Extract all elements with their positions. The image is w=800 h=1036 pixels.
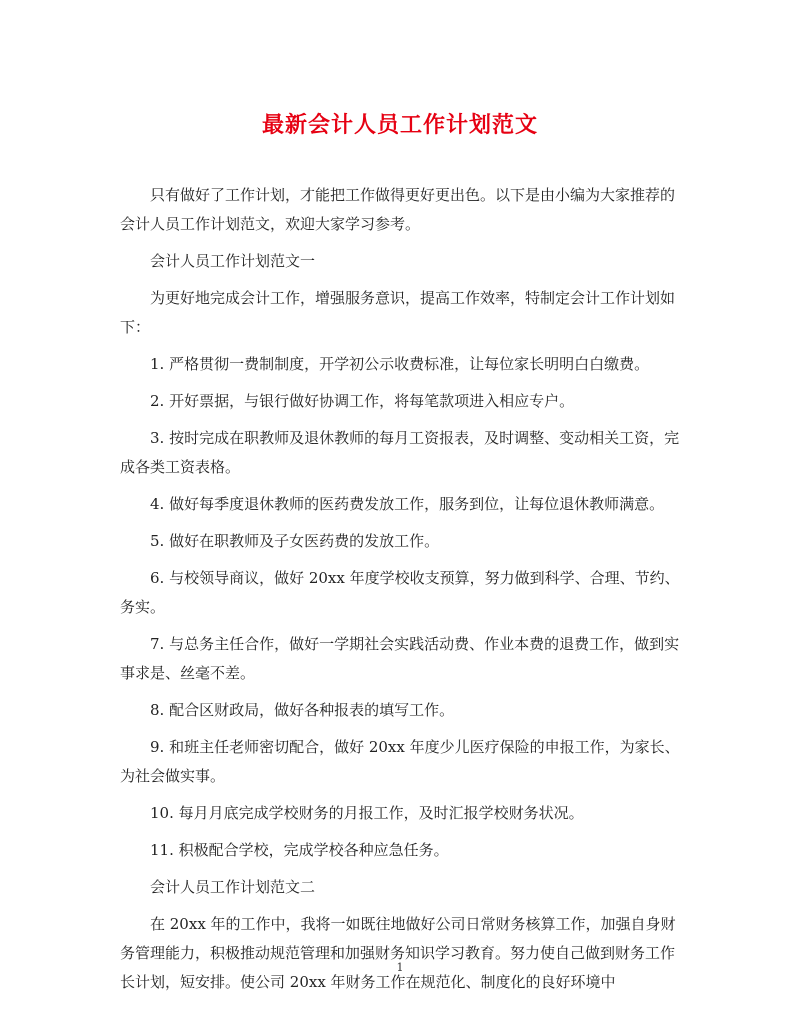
section-heading-1: 会计人员工作计划范文一 [150, 252, 316, 270]
paragraph-intro: 只有做好了工作计划，才能把工作做得更好更出色。以下是由小编为大家推荐的会计人员工作计划范文，欢迎大家学习参考。 [120, 186, 676, 233]
document-title: 最新会计人员工作计划范文 [261, 112, 538, 138]
list-item: 9. 和班主任老师密切配合，做好 20xx 年度少儿医疗保险的申报工作，为家长、为社会做实事。 [120, 738, 680, 785]
list-item: 3. 按时完成在职教师及退休教师的每月工资报表，及时调整、变动相关工资，完成各类工资表格。 [120, 429, 680, 476]
list-item: 4. 做好每季度退休教师的医药费发放工作，服务到位，让每位退休教师满意。 [150, 495, 665, 513]
document-body [120, 181, 680, 1005]
list-item: 1. 严格贯彻一费制制度，开学初公示收费标准，让每位家长明明白白缴费。 [150, 355, 650, 373]
paragraph-section-2: 在 20xx 年的工作中，我将一如既往地做好公司日常财务核算工作，加强自身财务管理能力，积极推动规范管理和加强财务知识学习教育。努力使自己做到财务工作长计划，短安排。使公司 20xx 年财务工作在规范化、制度化的良好环境中 [120, 915, 676, 991]
list-item: 8. 配合区财政局，做好各种报表的填写工作。 [150, 701, 455, 719]
list-item: 5. 做好在职教师及子女医药费的发放工作。 [150, 532, 440, 550]
list-item: 6. 与校领导商议，做好 20xx 年度学校收支预算，努力做到科学、合理、节约、务实。 [120, 569, 680, 616]
section-heading-2: 会计人员工作计划范文二 [150, 878, 316, 896]
list-item: 2. 开好票据，与银行做好协调工作，将每笔款项进入相应专户。 [150, 392, 575, 410]
page-number: 1 [396, 961, 404, 974]
paragraph-plan-intro: 为更好地完成会计工作，增强服务意识，提高工作效率，特制定会计工作计划如下： [120, 289, 676, 336]
list-item: 11. 积极配合学校，完成学校各种应急任务。 [150, 841, 449, 859]
list-item: 10. 每月月底完成学校财务的月报工作，及时汇报学校财务状况。 [150, 804, 584, 822]
list-item: 7. 与总务主任合作，做好一学期社会实践活动费、作业本费的退费工作，做到实事求是、丝毫不差。 [120, 635, 680, 682]
